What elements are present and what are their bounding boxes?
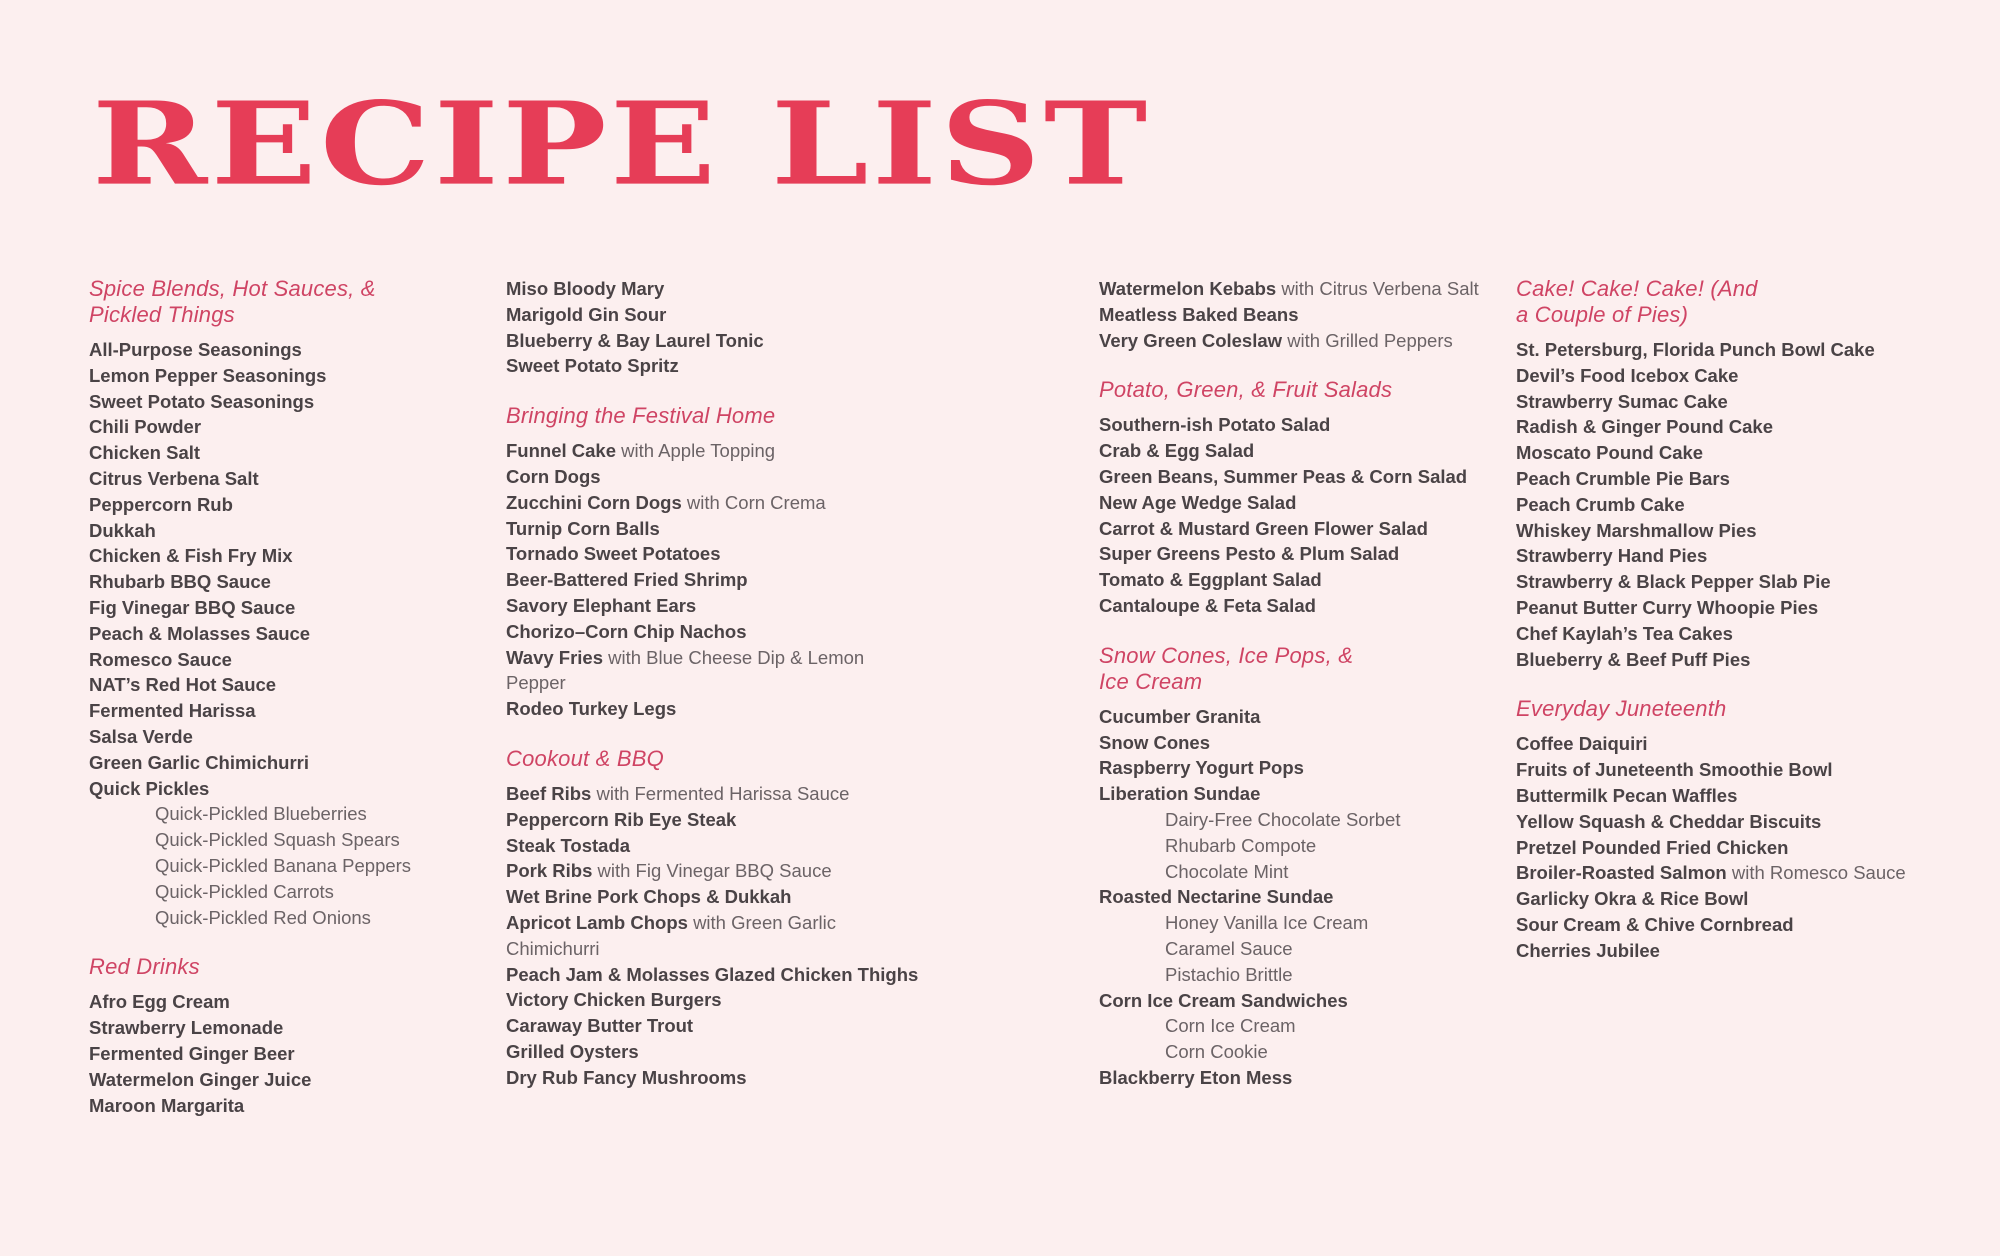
recipe-item <box>1516 731 1956 757</box>
column-2 <box>506 276 926 1115</box>
recipe-name: Romesco Sauce <box>89 648 232 670</box>
recipe-name: All-Purpose Seasonings <box>89 339 302 360</box>
sub-recipe-item <box>1099 1013 1499 1039</box>
recipe-name: Peach Crumble Pie Bars <box>1516 467 1730 489</box>
recipe-name: Chili Powder <box>89 416 202 438</box>
recipe-name: Peppercorn Rib Eye Steak <box>506 808 737 830</box>
section-cookout-bbq <box>506 746 926 1091</box>
recipe-name: Snow Cones <box>1099 731 1211 753</box>
recipe-item <box>1516 783 1956 809</box>
section-heading: Potato, Green, & Fruit Salads <box>1099 377 1393 403</box>
recipe-name: Carrot & Mustard Green Flower Salad <box>1099 517 1428 539</box>
recipe-item <box>1516 569 1956 595</box>
recipe-item <box>506 516 926 542</box>
recipe-item <box>89 672 479 698</box>
recipe-list <box>1099 704 1499 1091</box>
recipe-item <box>89 1093 479 1119</box>
sub-recipe-name: Quick-Pickled Squash Spears <box>155 829 400 851</box>
recipe-item <box>89 595 479 621</box>
recipe-list <box>506 276 926 379</box>
recipe-item <box>1099 730 1499 756</box>
recipe-name: Zucchini Corn Dogs <box>506 491 682 513</box>
recipe-name: Chicken Salt <box>89 442 201 464</box>
recipe-name: Marigold Gin Sour <box>506 303 667 325</box>
recipe-name: Tornado Sweet Potatoes <box>506 543 721 565</box>
recipe-name: Radish & Ginger Pound Cake <box>1516 416 1773 438</box>
recipe-name: Fruits of Juneteenth Smoothie Bowl <box>1516 759 1833 781</box>
section-festival-home <box>506 403 926 722</box>
recipe-item <box>89 1067 479 1093</box>
recipe-name: Strawberry Hand Pies <box>1516 545 1708 567</box>
recipe-name: Dukkah <box>89 519 156 541</box>
recipe-name: Peach & Molasses Sauce <box>89 622 311 644</box>
recipe-item <box>506 1065 926 1091</box>
recipe-name: Chicken & Fish Fry Mix <box>89 545 293 567</box>
page-title: RECIPE LIST <box>92 77 1151 212</box>
recipe-name: Citrus Verbena Salt <box>89 467 259 489</box>
recipe-item <box>506 962 926 988</box>
recipe-note: with Green Garlic Chimichurri <box>506 911 836 959</box>
recipe-note: with Apple Topping <box>621 440 776 462</box>
recipe-name: Fig Vinegar BBQ Sauce <box>89 596 296 618</box>
recipe-name: Liberation Sundae <box>1099 783 1261 805</box>
recipe-item <box>1099 464 1499 490</box>
recipe-item <box>1516 595 1956 621</box>
recipe-name: Steak Tostada <box>506 834 631 856</box>
column-3 <box>1099 276 1499 1115</box>
recipe-name: Sour Cream & Chive Cornbread <box>1516 913 1794 935</box>
section-red-drinks-cont <box>506 276 926 379</box>
recipe-name: Meatless Baked Beans <box>1099 303 1299 325</box>
recipe-item <box>1099 567 1499 593</box>
recipe-name: Very Green Coleslaw <box>1099 329 1283 351</box>
recipe-note: with Citrus Verbena Salt <box>1281 278 1479 299</box>
recipe-name: Turnip Corn Balls <box>506 517 660 539</box>
section-heading: Red Drinks <box>89 954 200 980</box>
column-4 <box>1516 276 1956 988</box>
recipe-name: Watermelon Kebabs <box>1099 278 1277 299</box>
recipe-name: Southern-ish Potato Salad <box>1099 414 1331 436</box>
recipe-item <box>506 438 926 464</box>
recipe-list <box>1099 276 1499 353</box>
recipe-name: Sweet Potato Seasonings <box>89 390 315 412</box>
recipe-item <box>506 1039 926 1065</box>
recipe-name: Cherries Jubilee <box>1516 939 1660 961</box>
recipe-name: Lemon Pepper Seasonings <box>89 364 327 386</box>
section-snow-cones <box>1099 643 1499 1091</box>
recipe-item <box>1099 884 1499 910</box>
recipe-name: Savory Elephant Ears <box>506 594 697 616</box>
recipe-item <box>1099 755 1499 781</box>
recipe-note: with Romesco Sauce <box>1731 862 1906 884</box>
recipe-item <box>1099 328 1499 354</box>
recipe-item <box>1516 518 1956 544</box>
recipe-name: Cantaloupe & Feta Salad <box>1099 594 1316 616</box>
sub-recipe-name: Chocolate Mint <box>1165 860 1289 882</box>
section-heading: Bringing the Festival Home <box>506 403 776 429</box>
recipe-item <box>1516 809 1956 835</box>
recipe-list <box>1099 412 1499 618</box>
recipe-item <box>89 1015 479 1041</box>
recipe-name: Corn Ice Cream Sandwiches <box>1099 989 1348 1011</box>
recipe-item <box>1099 516 1499 542</box>
sub-recipe-item <box>89 801 479 827</box>
recipe-name: Wet Brine Pork Chops & Dukkah <box>506 886 792 908</box>
recipe-note: with Blue Cheese Dip & Lemon Pepper <box>506 646 865 694</box>
recipe-name: Chef Kaylah’s Tea Cakes <box>1516 622 1733 644</box>
recipe-item <box>89 440 479 466</box>
recipe-name: Beer-Battered Fried Shrimp <box>506 569 748 591</box>
recipe-name: Dry Rub Fancy Mushrooms <box>506 1066 747 1088</box>
recipe-name: Blueberry & Bay Laurel Tonic <box>506 329 764 351</box>
recipe-name: Rodeo Turkey Legs <box>506 698 677 720</box>
recipe-item <box>506 884 926 910</box>
section-heading: Spice Blends, Hot Sauces, & Pickled Things <box>89 276 376 327</box>
recipe-name: Rhubarb BBQ Sauce <box>89 571 271 593</box>
recipe-name: Coffee Daiquiri <box>1516 733 1648 755</box>
recipe-name: Apricot Lamb Chops <box>506 911 688 933</box>
recipe-name: Roasted Nectarine Sundae <box>1099 886 1334 908</box>
recipe-item <box>1099 704 1499 730</box>
recipe-item <box>89 337 479 363</box>
recipe-item <box>1516 860 1956 886</box>
sub-recipe-name: Rhubarb Compote <box>1165 834 1317 856</box>
recipe-note: with Grilled Peppers <box>1287 329 1453 351</box>
recipe-item <box>89 363 479 389</box>
recipe-name: Grilled Oysters <box>506 1040 639 1062</box>
recipe-name: Yellow Squash & Cheddar Biscuits <box>1516 810 1822 832</box>
recipe-item <box>506 910 926 962</box>
recipe-list <box>1516 337 1956 672</box>
recipe-item <box>89 724 479 750</box>
recipe-item <box>506 619 926 645</box>
sub-recipe-item <box>1099 910 1499 936</box>
recipe-item <box>506 593 926 619</box>
recipe-item <box>89 698 479 724</box>
recipe-item <box>1516 938 1956 964</box>
sub-recipe-item <box>89 879 479 905</box>
sub-recipe-name: Quick-Pickled Banana Peppers <box>155 854 412 876</box>
recipe-name: Cucumber Granita <box>1099 705 1261 727</box>
recipe-item <box>506 328 926 354</box>
recipe-item <box>89 414 479 440</box>
recipe-item <box>1516 543 1956 569</box>
section-heading: Everyday Juneteenth <box>1516 696 1727 722</box>
sub-recipe-item <box>1099 859 1499 885</box>
sub-recipe-name: Quick-Pickled Red Onions <box>155 906 371 928</box>
recipe-item <box>506 541 926 567</box>
section-spice-blends <box>89 276 479 930</box>
recipe-name: Blackberry Eton Mess <box>1099 1066 1293 1088</box>
recipe-item <box>506 645 926 697</box>
recipe-item <box>1099 276 1499 302</box>
recipe-name: Beef Ribs <box>506 782 592 804</box>
recipe-name: Peanut Butter Curry Whoopie Pies <box>1516 596 1819 618</box>
recipe-item <box>1516 647 1956 673</box>
recipe-item <box>506 858 926 884</box>
sub-recipe-item <box>1099 962 1499 988</box>
sub-recipe-item <box>1099 1039 1499 1065</box>
recipe-item <box>89 776 479 802</box>
recipe-name: Green Beans, Summer Peas & Corn Salad <box>1099 465 1468 487</box>
recipe-name: St. Petersburg, Florida Punch Bowl Cake <box>1516 339 1875 360</box>
recipe-item <box>506 353 926 379</box>
recipe-name: Pork Ribs <box>506 860 593 882</box>
recipe-item <box>1099 593 1499 619</box>
recipe-item <box>1516 621 1956 647</box>
recipe-name: Fermented Ginger Beer <box>89 1042 295 1064</box>
recipe-name: Funnel Cake <box>506 440 616 462</box>
recipe-name: Strawberry Lemonade <box>89 1017 284 1039</box>
sub-recipe-item <box>89 827 479 853</box>
recipe-item <box>1516 835 1956 861</box>
recipe-item <box>1516 363 1956 389</box>
recipe-name: Watermelon Ginger Juice <box>89 1068 312 1090</box>
recipe-name: Strawberry & Black Pepper Slab Pie <box>1516 571 1831 593</box>
recipe-item <box>506 696 926 722</box>
recipe-item <box>89 518 479 544</box>
section-heading: Cookout & BBQ <box>506 745 664 771</box>
sub-recipe-item <box>1099 936 1499 962</box>
recipe-item <box>89 989 479 1015</box>
recipe-item <box>89 750 479 776</box>
section-cakes <box>1516 276 1956 672</box>
recipe-item <box>89 389 479 415</box>
recipe-name: Raspberry Yogurt Pops <box>1099 757 1304 779</box>
recipe-name: Salsa Verde <box>89 725 193 747</box>
recipe-item <box>1099 438 1499 464</box>
recipe-item <box>1099 490 1499 516</box>
sub-recipe-item <box>1099 807 1499 833</box>
recipe-name: Tomato & Eggplant Salad <box>1099 569 1322 591</box>
section-everyday-juneteenth <box>1516 696 1956 963</box>
recipe-name: Miso Bloody Mary <box>506 278 665 299</box>
recipe-item <box>1099 988 1499 1014</box>
sub-recipe-item <box>1099 833 1499 859</box>
recipe-item <box>89 466 479 492</box>
recipe-item <box>89 492 479 518</box>
recipe-list <box>506 438 926 722</box>
recipe-name: NAT’s Red Hot Sauce <box>89 674 277 696</box>
recipe-item <box>1516 492 1956 518</box>
recipe-item <box>1099 412 1499 438</box>
recipe-item <box>89 1041 479 1067</box>
recipe-name: Broiler-Roasted Salmon <box>1516 862 1727 884</box>
section-heading: Snow Cones, Ice Pops, & Ice Cream <box>1099 642 1354 694</box>
recipe-item <box>1099 541 1499 567</box>
recipe-name: Moscato Pound Cake <box>1516 442 1704 464</box>
recipe-item <box>1099 781 1499 807</box>
recipe-name: Devil’s Food Icebox Cake <box>1516 364 1739 386</box>
sub-recipe-name: Quick-Pickled Blueberries <box>155 803 367 825</box>
recipe-item <box>506 807 926 833</box>
recipe-item <box>89 569 479 595</box>
recipe-item <box>89 621 479 647</box>
sub-recipe-name: Honey Vanilla Ice Cream <box>1165 912 1369 934</box>
recipe-item <box>1516 414 1956 440</box>
section-salads <box>1099 377 1499 618</box>
recipe-name: Sweet Potato Spritz <box>506 355 679 377</box>
sub-recipe-item <box>89 905 479 931</box>
recipe-item <box>506 567 926 593</box>
recipe-item <box>506 276 926 302</box>
section-heading: Cake! Cake! Cake! (And a Couple of Pies) <box>1516 276 1758 327</box>
recipe-list <box>1516 731 1956 963</box>
sub-recipe-name: Caramel Sauce <box>1165 937 1293 959</box>
recipe-note: with Fermented Harissa Sauce <box>596 782 850 804</box>
recipe-item <box>506 781 926 807</box>
recipe-item <box>506 302 926 328</box>
recipe-item <box>1516 757 1956 783</box>
recipe-name: Pretzel Pounded Fried Chicken <box>1516 836 1789 858</box>
sub-recipe-name: Corn Cookie <box>1165 1041 1268 1063</box>
recipe-name: Garlicky Okra & Rice Bowl <box>1516 888 1749 910</box>
recipe-item <box>1516 886 1956 912</box>
recipe-item <box>506 1013 926 1039</box>
recipe-name: Whiskey Marshmallow Pies <box>1516 519 1757 541</box>
recipe-name: Green Garlic Chimichurri <box>89 751 310 773</box>
sub-recipe-name: Corn Ice Cream <box>1165 1015 1296 1037</box>
recipe-item <box>1099 1065 1499 1091</box>
recipe-name: Fermented Harissa <box>89 700 256 722</box>
recipe-name: Afro Egg Cream <box>89 991 230 1013</box>
recipe-name: Victory Chicken Burgers <box>506 989 722 1011</box>
recipe-name: Quick Pickles <box>89 777 210 799</box>
recipe-name: Peach Crumb Cake <box>1516 493 1685 515</box>
recipe-item <box>1516 389 1956 415</box>
recipe-name: Peach Jam & Molasses Glazed Chicken Thighs <box>506 963 919 985</box>
sub-recipe-name: Quick-Pickled Carrots <box>155 880 334 902</box>
sub-recipe-item <box>89 853 479 879</box>
recipe-name: Peppercorn Rub <box>89 493 233 515</box>
recipe-name: Strawberry Sumac Cake <box>1516 390 1728 412</box>
recipe-item <box>1516 912 1956 938</box>
recipe-item <box>1099 302 1499 328</box>
recipe-item <box>1516 337 1956 363</box>
recipe-item <box>89 543 479 569</box>
recipe-list <box>89 337 479 930</box>
recipe-note: with Fig Vinegar BBQ Sauce <box>597 860 832 882</box>
recipe-item <box>506 987 926 1013</box>
recipe-name: New Age Wedge Salad <box>1099 491 1297 513</box>
sub-recipe-name: Pistachio Brittle <box>1165 963 1293 985</box>
recipe-name: Corn Dogs <box>506 465 601 487</box>
recipe-list <box>506 781 926 1091</box>
recipe-name: Chorizo–Corn Chip Nachos <box>506 620 747 642</box>
recipe-item <box>1516 466 1956 492</box>
recipe-name: Crab & Egg Salad <box>1099 440 1255 462</box>
recipe-item <box>506 490 926 516</box>
section-cookout-bbq-cont <box>1099 276 1499 353</box>
recipe-item <box>506 464 926 490</box>
recipe-note: with Corn Crema <box>686 491 826 513</box>
recipe-name: Maroon Margarita <box>89 1094 245 1116</box>
recipe-name: Super Greens Pesto & Plum Salad <box>1099 543 1400 565</box>
column-1 <box>89 276 479 1142</box>
recipe-name: Wavy Fries <box>506 646 603 668</box>
recipe-name: Caraway Butter Trout <box>506 1015 694 1037</box>
section-red-drinks <box>89 954 479 1118</box>
sub-recipe-name: Dairy-Free Chocolate Sorbet <box>1165 808 1401 830</box>
recipe-item <box>506 833 926 859</box>
recipe-name: Blueberry & Beef Puff Pies <box>1516 648 1751 670</box>
recipe-item <box>89 647 479 673</box>
recipe-list <box>89 989 479 1118</box>
recipe-name: Buttermilk Pecan Waffles <box>1516 784 1738 806</box>
recipe-item <box>1516 440 1956 466</box>
